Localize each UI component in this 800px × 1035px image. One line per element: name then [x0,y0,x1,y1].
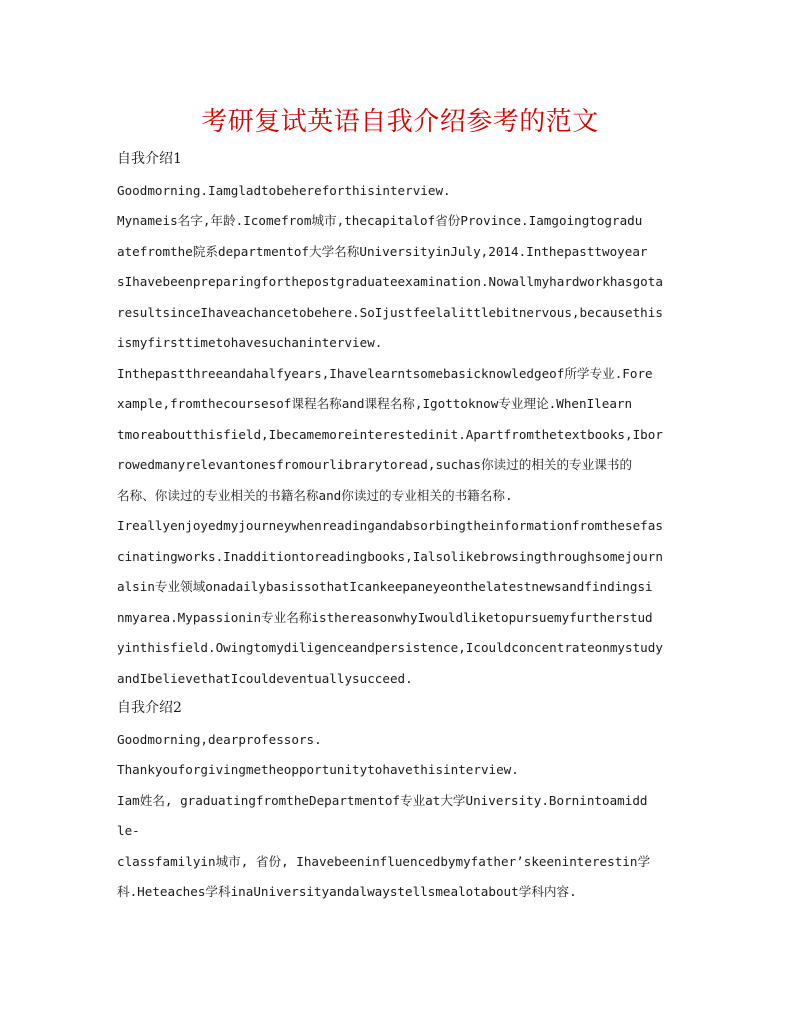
text-line: classfamilyin城市, 省份, Ihavebeeninfluencedbymyfather’skeeninterestin学 [117,853,651,869]
text-line: rowedmanyrelevantonesfromourlibrarytoread,suchas你读过的相关的专业课书的 [117,457,633,472]
text-line: Mynameis名字,年龄.Icomefrom城市,thecapitalof省份Province.Iamgoingtogradu [117,213,643,228]
section-heading-2: 自我介绍2 [117,700,182,716]
text-line: andIbelievethatIcouldeventuallysucceed. [117,670,413,686]
text-line: Goodmorning,dearprofessors. [117,731,322,747]
text-line: Ireallyenjoyedmyjourneywhenreadingandabsorbingtheinformationfromthesefas [117,518,663,533]
text-line: Inthepastthreeandahalfyears,Ihavelearntsomebasicknowledgeof所学专业.Fore [117,365,653,381]
text-line: le- [117,823,140,838]
text-line: Goodmorning.Iamgladtobehereforthisinterview. [117,182,451,198]
text-line: nmyarea.Mypassionin专业名称isthereasonwhyIwouldliketopursuemyfurtherstud [117,609,653,625]
document-title: 考研复试英语自我介绍参考的范文 [201,107,599,137]
section-heading-1: 自我介绍1 [117,151,182,167]
text-line: sIhavebeenpreparingforthepostgraduateexamination.Nowallmyhardworkhasgota [117,274,663,289]
text-line: Iam姓名, graduatingfromtheDepartmentof专业at大学University.Bornintoamidd [117,792,648,808]
text-line: tmoreaboutthisfield,Ibecamemoreinterestedinit.Apartfromthetextbooks,Ibor [117,426,663,442]
text-line: 科.Heteaches学科inaUniversityandalwaystellsmealotabout学科内容. [117,884,577,899]
text-line: ismyfirsttimetohavesuchaninterview. [117,335,383,350]
text-line: Thankyouforgivingmetheopportunitytohavethisinterview. [117,762,519,777]
text-line: alsin专业领域onadailybasissothatIcankeepaneyeonthelatestnewsandfindingsi [117,579,653,594]
document-body [117,148,685,911]
text-line: resultsinceIhaveachancetobehere.SoIjustfeelalittlebitnervous,becausethis [117,304,663,320]
text-line: atefromthe院系departmentof大学名称UniversityinJuly,2014.Inthepasttwoyear [117,243,648,259]
text-line: 名称、你读过的专业相关的书籍名称and你读过的专业相关的书籍名称. [117,487,513,503]
text-line: yinthisfield.Owingtomydiligenceandpersistence,Icouldconcentrateonmystudy [117,640,663,655]
text-line: cinatingworks.Inadditiontoreadingbooks,Ialsolikebrowsingthroughsomejourn [117,548,663,564]
text-line: xample,fromthecoursesof课程名称and课程名称,Igottoknow专业理论.WhenIlearn [117,396,633,411]
